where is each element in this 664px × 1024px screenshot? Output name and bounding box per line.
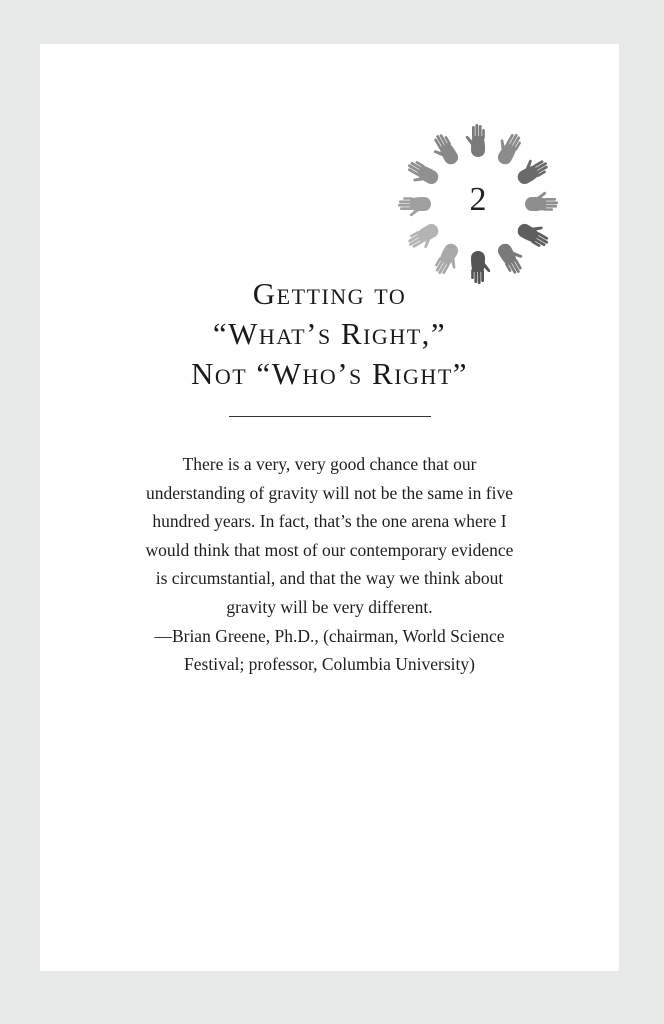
chapter-title-line: Getting to bbox=[252, 276, 407, 311]
attribution-line: —Brian Greene, Ph.D., (chairman, World Science bbox=[154, 625, 505, 646]
epigraph-line: hundred years. In fact, that’s the one arena where I bbox=[152, 511, 507, 532]
chapter-title bbox=[40, 274, 619, 394]
epigraph-line: is circumstantial, and that the way we think about bbox=[155, 568, 504, 589]
chapter-title-line: Not “Who’s Right” bbox=[190, 356, 469, 391]
epigraph-line: There is a very, very good chance that our bbox=[182, 454, 477, 474]
epigraph-line: gravity will be very different. bbox=[226, 596, 433, 617]
title-divider bbox=[229, 416, 431, 417]
attribution-line: Festival; professor, Columbia University) bbox=[184, 654, 475, 675]
chapter-number: 2 bbox=[469, 181, 487, 218]
chapter-title-line: “What’s Right,” bbox=[212, 316, 447, 351]
epigraph-line: understanding of gravity will not be the same in five bbox=[146, 482, 513, 503]
epigraph bbox=[40, 450, 619, 679]
epigraph-line: would think that most of our contemporary evidence bbox=[145, 539, 514, 560]
